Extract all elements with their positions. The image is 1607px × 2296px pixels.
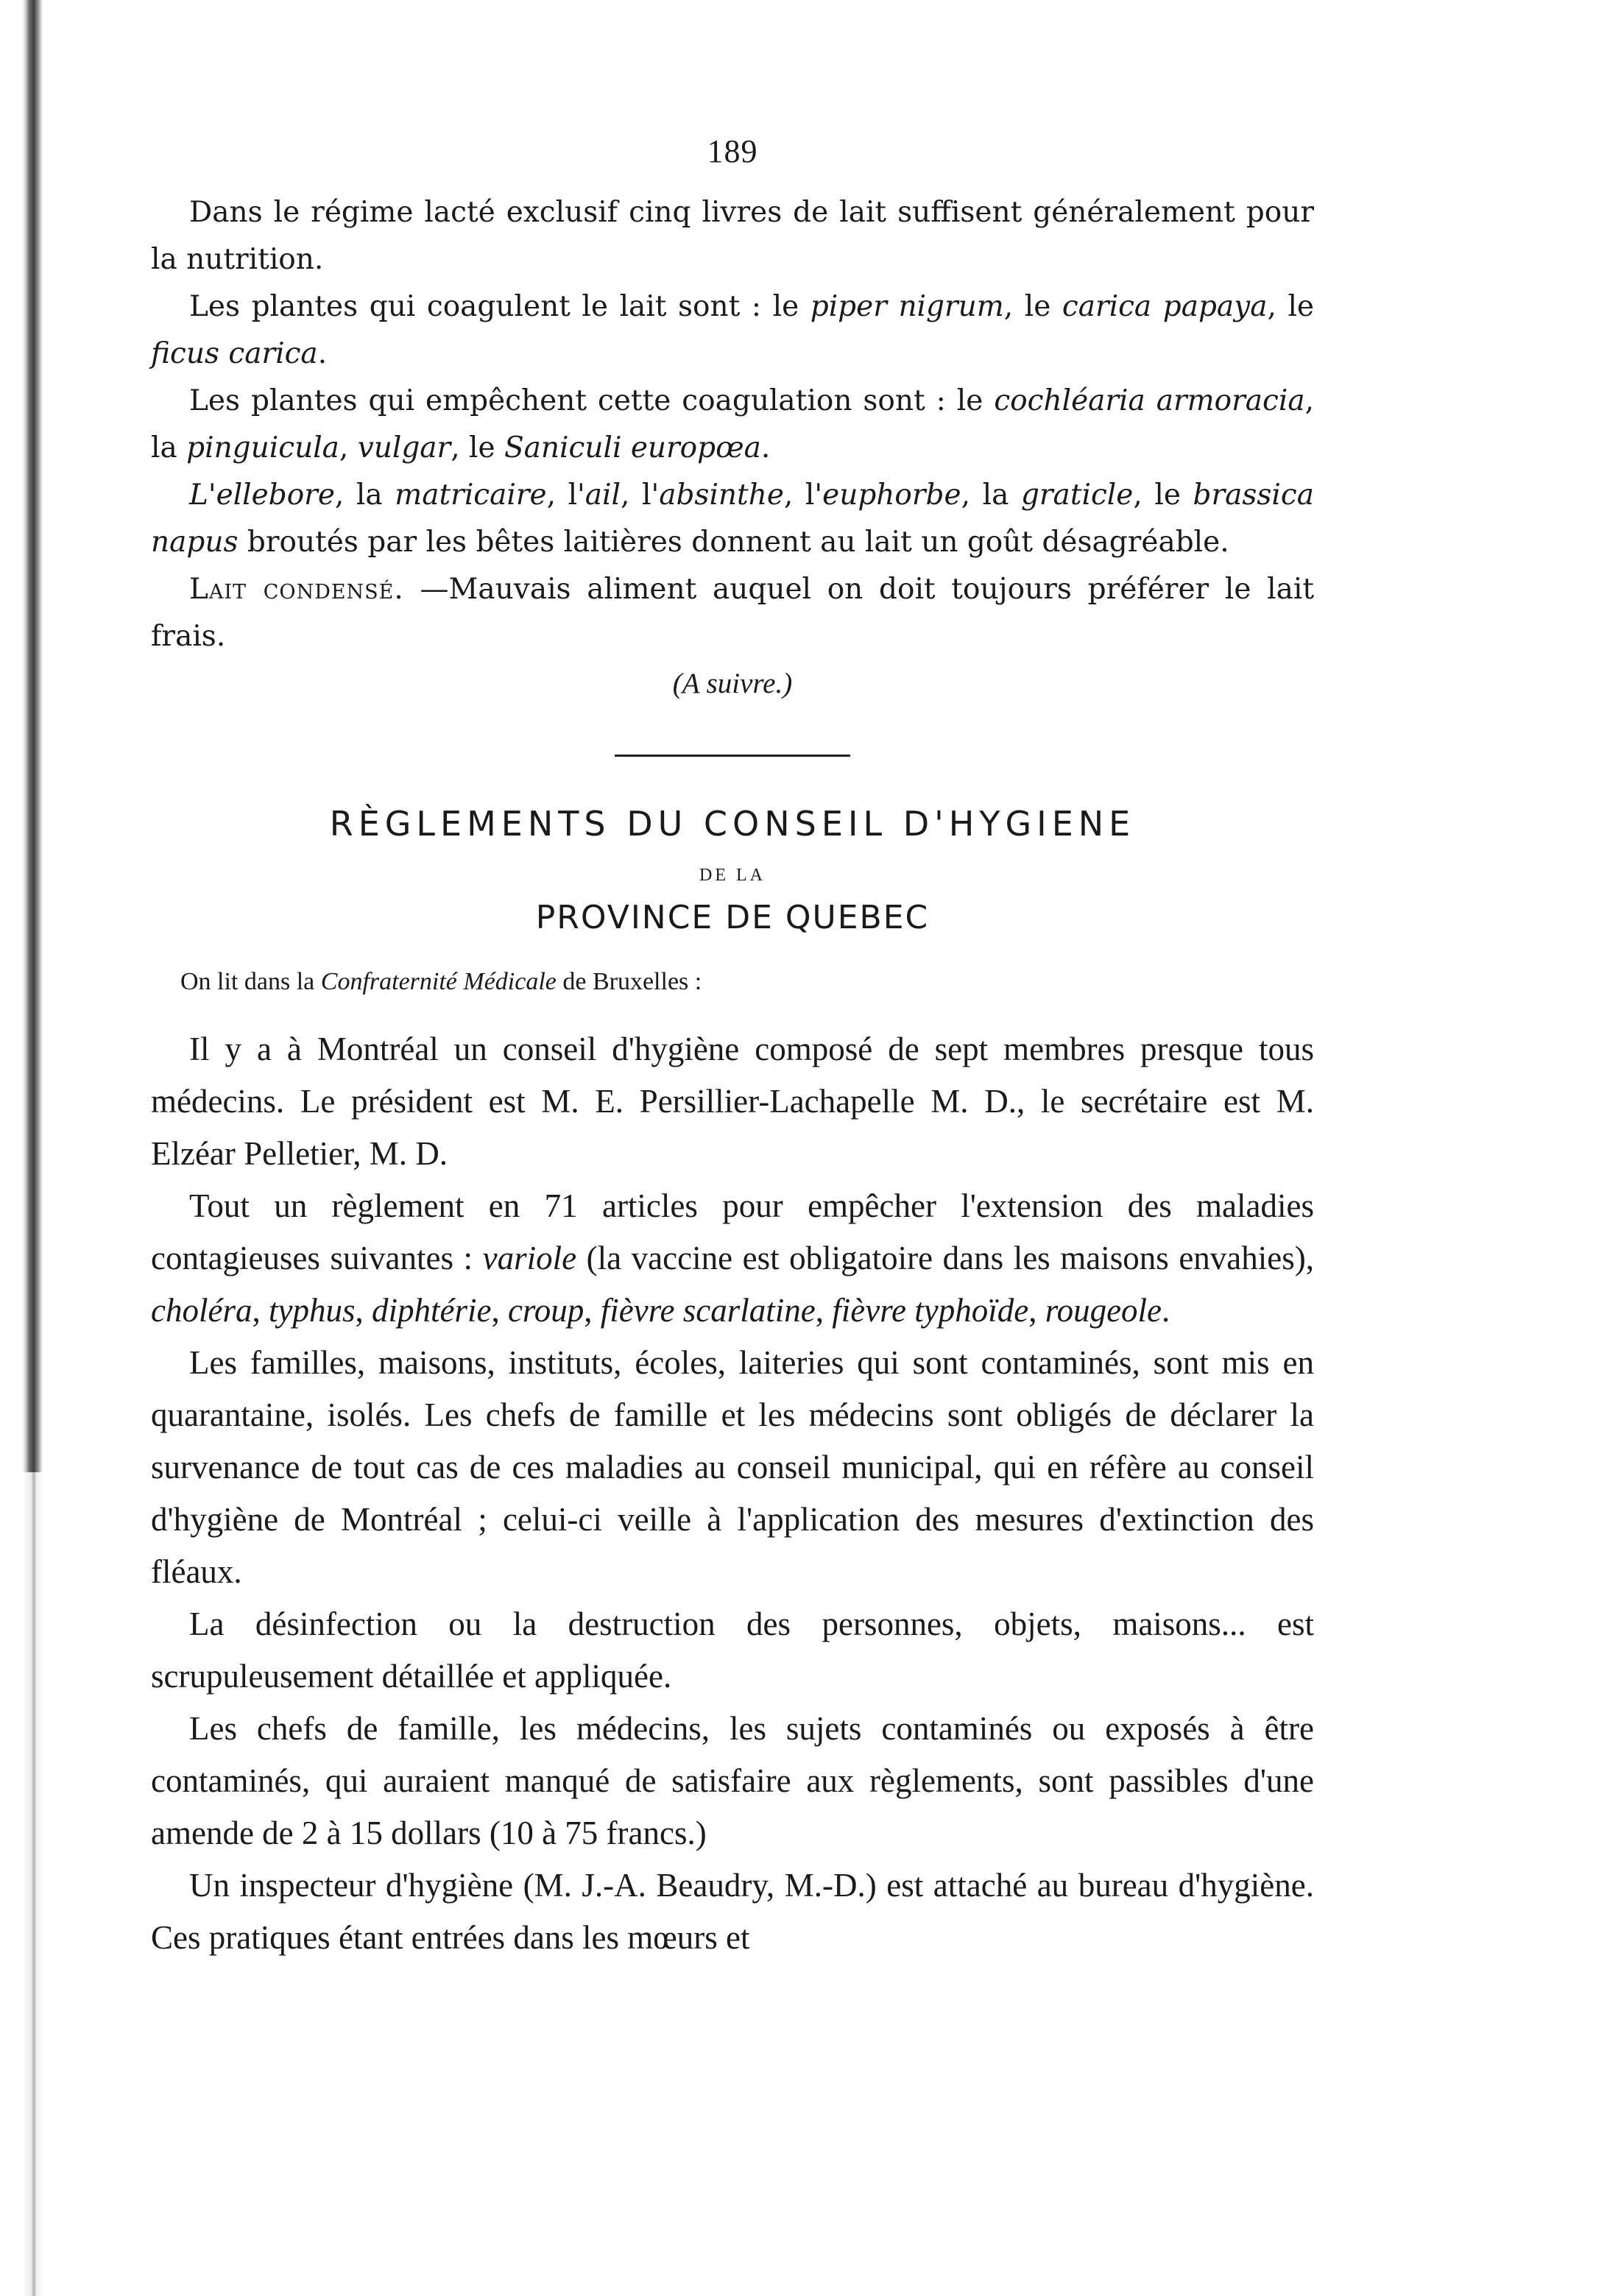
text-run: Les familles, maisons, instituts, écoles, laiteries qui sont contaminés, sont mis en quarantaine, isolés. Les chefs de famille et les médecins sont obligés de déclarer la survenance de tout cas de ces maladies au conseil municipal, qui en réfère au conseil d'hygiène de Montréal ; celui-ci veille à l'application des mesures d'extinction des fléaux.	[151, 1344, 1314, 1590]
italic-term: vulgar	[357, 431, 451, 465]
italic-term: carica papaya	[1062, 290, 1268, 323]
text-run: , la	[334, 478, 395, 512]
italic-term: variole	[482, 1240, 577, 1276]
text-run: ,	[1028, 1292, 1045, 1329]
page-binding-edge-lower	[0, 1472, 43, 2296]
paragraph-reglement-71	[151, 1180, 1314, 1337]
paragraph-inspecteur	[151, 1859, 1314, 1964]
text-run: , l'	[621, 478, 660, 512]
text-run: , le	[1133, 478, 1193, 512]
text-run: Les plantes qui empêchent cette coagulation sont : le	[189, 384, 995, 417]
text-run: ,	[355, 1292, 372, 1329]
italic-term: Confraternité Médicale	[320, 968, 557, 995]
paragraph-plantes-empechent	[151, 378, 1314, 472]
source-line	[180, 961, 1314, 1003]
text-run: broutés par les bêtes laitières donnent au lait un goût désagréable.	[238, 526, 1229, 559]
text-run: La désinfection ou la destruction des personnes, objets, maisons... est scrupuleusement détaillée et appliquée.	[151, 1606, 1314, 1695]
text-run: .	[1162, 1292, 1170, 1329]
italic-term: fièvre typhoïde	[832, 1292, 1029, 1329]
text-run: , l'	[783, 478, 823, 512]
italic-term: diphtérie	[371, 1292, 492, 1329]
paragraph-conseil-montreal	[151, 1023, 1314, 1180]
text-run: , le	[1267, 290, 1314, 323]
paragraph-lait-condense	[151, 566, 1314, 660]
paragraph-desinfection	[151, 1598, 1314, 1703]
document-page	[151, 133, 1314, 1964]
text-run: Dans le régime lacté exclusif cinq livres de lait suffisent généralement pour la nutrition.	[151, 196, 1314, 276]
italic-term: L'ellebore	[189, 478, 335, 512]
text-run: , le	[451, 431, 504, 465]
paragraph-amende	[151, 1703, 1314, 1859]
text-run: , l'	[546, 478, 585, 512]
paragraph-plantes-coagulent	[151, 283, 1314, 378]
text-run: de Bruxelles :	[556, 968, 702, 995]
text-run: Les plantes qui coagulent le lait sont : le	[189, 290, 810, 323]
text-run: ,	[252, 1292, 269, 1329]
article-body	[151, 1023, 1314, 1964]
page-number: 189	[707, 133, 758, 169]
italic-term: ficus carica	[151, 337, 318, 370]
italic-term: brassica napus	[151, 478, 1315, 559]
article-title: RÈGLEMENTS DU CONSEIL D'HYGIENE	[329, 804, 1136, 844]
text-run: Les chefs de famille, les médecins, les sujets contaminés ou exposés à être contaminés, qui auraient manqué de satisfaire aux règlements, sont passibles d'une amende de 2 à 15 dollars (10 à 75 francs.)	[151, 1710, 1314, 1851]
section-divider	[615, 755, 850, 757]
text-run: Tout un règlement en 71 articles pour empêcher l'extension des maladies contagieuses suivantes :	[151, 1187, 1314, 1276]
text-run: .	[317, 337, 328, 370]
italic-term: pinguicula	[186, 431, 339, 465]
text-run: ,	[584, 1292, 601, 1329]
text-run: ,	[815, 1292, 833, 1329]
text-run: —Mauvais aliment auquel on doit toujours préférer le lait frais.	[151, 573, 1314, 653]
text-run: , le	[1003, 290, 1062, 323]
italic-term: choléra	[151, 1292, 252, 1329]
italic-term: graticle	[1020, 478, 1134, 512]
italic-term: Saniculi europœa	[504, 431, 761, 465]
italic-term: fièvre scarlatine	[600, 1292, 816, 1329]
article-subtitle: DE LA	[699, 866, 766, 885]
small-caps-term: Lait condensé.	[189, 573, 404, 606]
italic-term: typhus	[268, 1292, 356, 1329]
article-province: PROVINCE DE QUEBEC	[535, 899, 930, 936]
text-run: , la	[961, 478, 1021, 512]
text-run: , la	[151, 384, 1314, 465]
text-run: ,	[491, 1292, 508, 1329]
text-run: ,	[339, 431, 358, 465]
italic-term: rougeole	[1045, 1292, 1162, 1329]
a-suivre: (A suivre.)	[672, 668, 793, 699]
text-run: On lit dans la	[180, 968, 321, 995]
italic-term: piper nigrum	[810, 290, 1004, 323]
text-run: (la vaccine est obligatoire dans les maisons envahies),	[576, 1240, 1314, 1276]
italic-term: absinthe	[659, 478, 784, 512]
text-run: .	[760, 431, 771, 465]
italic-term: croup	[507, 1292, 584, 1329]
paragraph-lait-exclusif	[151, 189, 1314, 283]
paragraph-familles-quarantaine	[151, 1337, 1314, 1598]
italic-term: euphorbe	[822, 478, 961, 512]
italic-term: matricaire	[395, 478, 547, 512]
text-run: Il y a à Montréal un conseil d'hygiène composé de sept membres presque tous médecins. Le président est M. E. Persillier-Lachapelle M. D., le secrétaire est M. Elzéar Pelletier, M. D.	[151, 1031, 1314, 1172]
milk-section	[151, 189, 1314, 707]
italic-term: ail	[584, 478, 621, 512]
text-run: Un inspecteur d'hygiène (M. J.-A. Beaudry, M.-D.) est attaché au bureau d'hygiène. Ces pratiques étant entrées dans les mœurs et	[151, 1867, 1314, 1956]
paragraph-ellebore	[151, 472, 1314, 566]
italic-term: cochléaria armoracia	[994, 384, 1305, 417]
